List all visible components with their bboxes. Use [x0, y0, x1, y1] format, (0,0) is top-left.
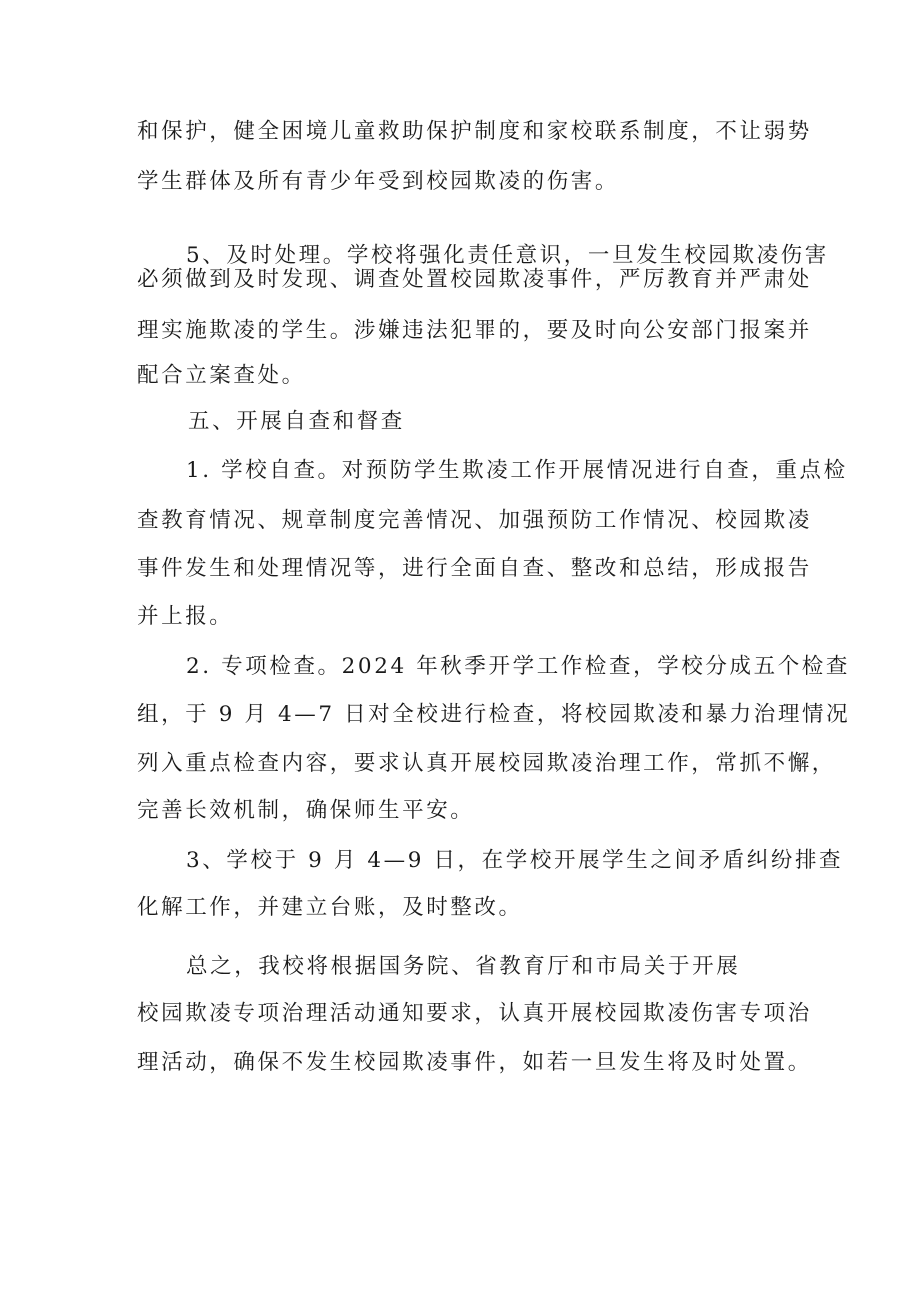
paragraph-first-line: 1. 学校自查。对预防学生欺凌工作开展情况进行自查，重点检	[186, 458, 848, 483]
text-line: 列入重点检查内容，要求认真开展校园欺凌治理工作，常抓不懈，	[137, 751, 836, 776]
text-line: 校园欺凌专项治理活动通知要求，认真开展校园欺凌伤害专项治	[137, 1001, 812, 1026]
text-line: 必须做到及时发现、调查处置校园欺凌事件，严厉教育并严肃处	[137, 267, 812, 292]
text-line: 理活动，确保不发生校园欺凌事件，如若一旦发生将及时处置。	[137, 1050, 812, 1075]
text-line: 理实施欺凌的学生。涉嫌违法犯罪的，要及时向公安部门报案并	[137, 318, 812, 343]
text-line: 组，于 9 月 4—7 日对全校进行检查，将校园欺凌和暴力治理情况	[137, 702, 851, 727]
paragraph-first-line: 3、学校于 9 月 4—9 日，在学校开展学生之间矛盾纠纷排查	[186, 848, 844, 873]
text-line: 查教育情况、规章制度完善情况、加强预防工作情况、校园欺凌	[137, 508, 812, 533]
paragraph-first-line: 总之，我校将根据国务院、省教育厅和市局关于开展	[186, 954, 741, 979]
text-line: 化解工作，并建立台账，及时整改。	[137, 895, 523, 920]
paragraph-first-line: 5、及时处理。学校将强化责任意识，一旦发生校园欺凌伤害	[186, 243, 829, 268]
text-line: 和保护，健全困境儿童救助保护制度和家校联系制度，不让弱势	[137, 119, 812, 144]
text-line: 并上报。	[137, 604, 234, 629]
text-line: 完善长效机制，确保师生平安。	[137, 798, 475, 823]
paragraph-first-line: 2. 专项检查。2024 年秋季开学工作检查，学校分成五个检查	[186, 654, 850, 679]
text-line: 事件发生和处理情况等，进行全面自查、整改和总结，形成报告	[137, 556, 812, 581]
section-heading: 五、开展自查和督查	[188, 409, 405, 434]
text-line: 学生群体及所有青少年受到校园欺凌的伤害。	[137, 169, 620, 194]
text-line: 配合立案查处。	[137, 363, 306, 388]
